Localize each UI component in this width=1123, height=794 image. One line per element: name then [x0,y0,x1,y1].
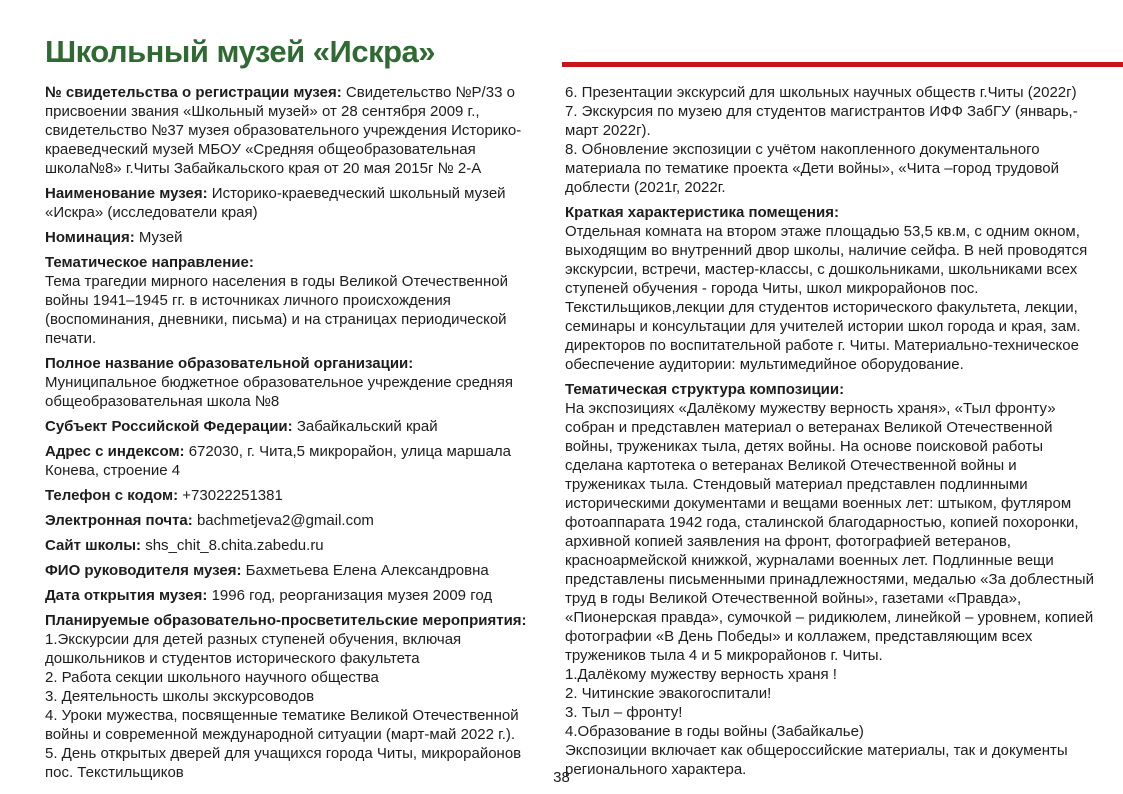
list-line: Экспозиции включает как общероссийские материалы, так и документы регионального характера. [565,742,1068,778]
text-block [45,354,551,411]
block-text: Свидетельство №Р/33 о присвоении звания «Школьный музей» от 28 сентября 2009 г., свидетельство №37 музея образовательного учреждения Историко-краеведческий музей МБОУ «Средняя общеобразовательная школа№8» г.Читы Забайкальского края от 20 мая 2015г № 2-А [45,84,522,177]
page-number: 38 [553,769,570,786]
block-label: № свидетельства о регистрации музея: [45,84,342,101]
block-text: На экспозициях «Далёкому мужеству верность храня», «Тыл фронту» собран и представлен материал о ветеранах Великой Отечественной войны, тружениках тыла, детях войны. На основе поисковой работы сделана картотека о ветеранах Великой Отечественной войны и тружениках тыла. Стендовый материал представлен подлинными историческими документами и вещами военных лет: штыком, футляром фотоаппарата 1942 года, сталинской благодарностью, копией похоронки, архивной копией заявления на фронт, фотографией ветеранов, красноармейской книжкой, журналами военных лет. Подлинные вещи представлены письменными принадлежностями, медалью «За доблестный труд в годы Великой Отечественной войны», газетами «Правда», «Пионерская правда», сумочкой – ридикюлем, линейкой – уровнем, копией фотографии «В День Победы» и коллажем, представляющим всех тружеников тыла 4 и 5 микрорайонов г. Читы. [565,400,1094,664]
text-block [45,442,551,480]
block-label: Тематическое направление: [45,254,254,271]
block-text: +73022251381 [182,487,283,504]
text-block [45,486,551,505]
block-text: 1996 год, реорганизация музея 2009 год [211,587,493,604]
block-text: bachmetjeva2@gmail.com [196,512,374,529]
right-column [565,83,1096,779]
text-block [45,184,551,222]
list-line: 3. Деятельность школы экскурсоводов [45,688,315,705]
block-text: shs_chit_8.chita.zabedu.ru [145,537,324,554]
block-text: Музей [138,229,183,246]
text-block [565,83,1096,197]
text-block [45,511,551,530]
text-block [45,586,551,605]
block-label: Тематическая структура композиции: [565,381,845,398]
list-line: 4.Образование в годы войны (Забайкалье) [565,723,864,740]
list-line: 8. Обновление экспозиции с учётом накопленного документального материала по тематике проекта «Дети войны», «Чита –город трудовой доблести (2021г, 2022г. [565,141,1059,196]
block-label: Полное название образовательной организации: [45,355,414,372]
list-line: 2. Читинские эвакогоспитали! [565,685,772,702]
block-text: Муниципальное бюджетное образовательное учреждение средняя общеобразовательная школа №8 [45,374,513,410]
block-label: Адрес с индексом: [45,443,185,460]
block-label: Номинация: [45,229,135,246]
list-line: 6. Презентации экскурсий для школьных научных обществ г.Читы (2022г) [565,84,1077,101]
block-text: 672030, г. Чита,5 микрорайон, улица маршала Конева, строение 4 [45,443,512,479]
list-line: 4. Уроки мужества, посвященные тематике Великой Отечественной войны и современной международной ситуации (март-май 2022 г.). [45,707,519,743]
text-block [45,417,551,436]
list-line: 2. Работа секции школьного научного общества [45,669,379,686]
block-label: ФИО руководителя музея: [45,562,242,579]
left-column [45,83,551,782]
text-block [45,253,551,348]
block-text: Историко-краеведческий школьный музей «Искра» (исследователи края) [45,185,506,221]
list-line: 1.Экскурсии для детей разных ступеней обучения, включая дошкольников и студентов исторического факультета [45,631,462,667]
list-line: 7. Экскурсия по музею для студентов магистрантов ИФФ ЗабГУ (январь,-март 2022г). [565,103,1078,139]
text-block [565,380,1096,779]
text-block [45,536,551,555]
block-label: Дата открытия музея: [45,587,208,604]
text-block [565,203,1096,374]
block-label: Телефон с кодом: [45,487,179,504]
list-line: 5. День открытых дверей для учащихся города Читы, микрорайонов пос. Текстильщиков [45,745,522,781]
list-line: 3. Тыл – фронту! [565,704,683,721]
red-rule-decoration [562,62,1123,67]
block-label: Электронная почта: [45,512,193,529]
list-line: 1.Далёкому мужеству верность храня ! [565,666,837,683]
block-text: Забайкальский край [296,418,438,435]
block-label: Наименование музея: [45,185,208,202]
text-block [45,83,551,178]
block-label: Планируемые образовательно-просветительские мероприятия: [45,612,527,629]
block-label: Субъект Российской Федерации: [45,418,293,435]
block-text: Бахметьева Елена Александровна [245,562,489,579]
text-block [45,611,551,782]
block-label: Сайт школы: [45,537,142,554]
block-text: Отдельная комната на втором этаже площадью 53,5 кв.м, с одним окном, выходящим во внутренний двор школы, наличие сейфа. В ней проводятся экскурсии, встречи, мастер-классы, с дошкольниками, школьниками всех ступеней обучения - города Читы, школ микрорайонов пос. Текстильщиков,лекции для студентов исторического факультета, лекции, семинары и консультации для учителей истории школ города и края, зам. директоров по воспитательной работе г. Читы. Материально-техническое обеспечение аудитории: мультимедийное оборудование. [565,223,1088,373]
text-block [45,561,551,580]
text-block [45,228,551,247]
block-text: Тема трагедии мирного населения в годы Великой Отечественной войны 1941–1945 гг. в источниках личного происхождения (воспоминания, дневники, письма) и на страницах периодической печати. [45,273,508,347]
block-label: Краткая характеристика помещения: [565,204,839,221]
page-title: Школьный музей «Искра» [45,34,436,69]
